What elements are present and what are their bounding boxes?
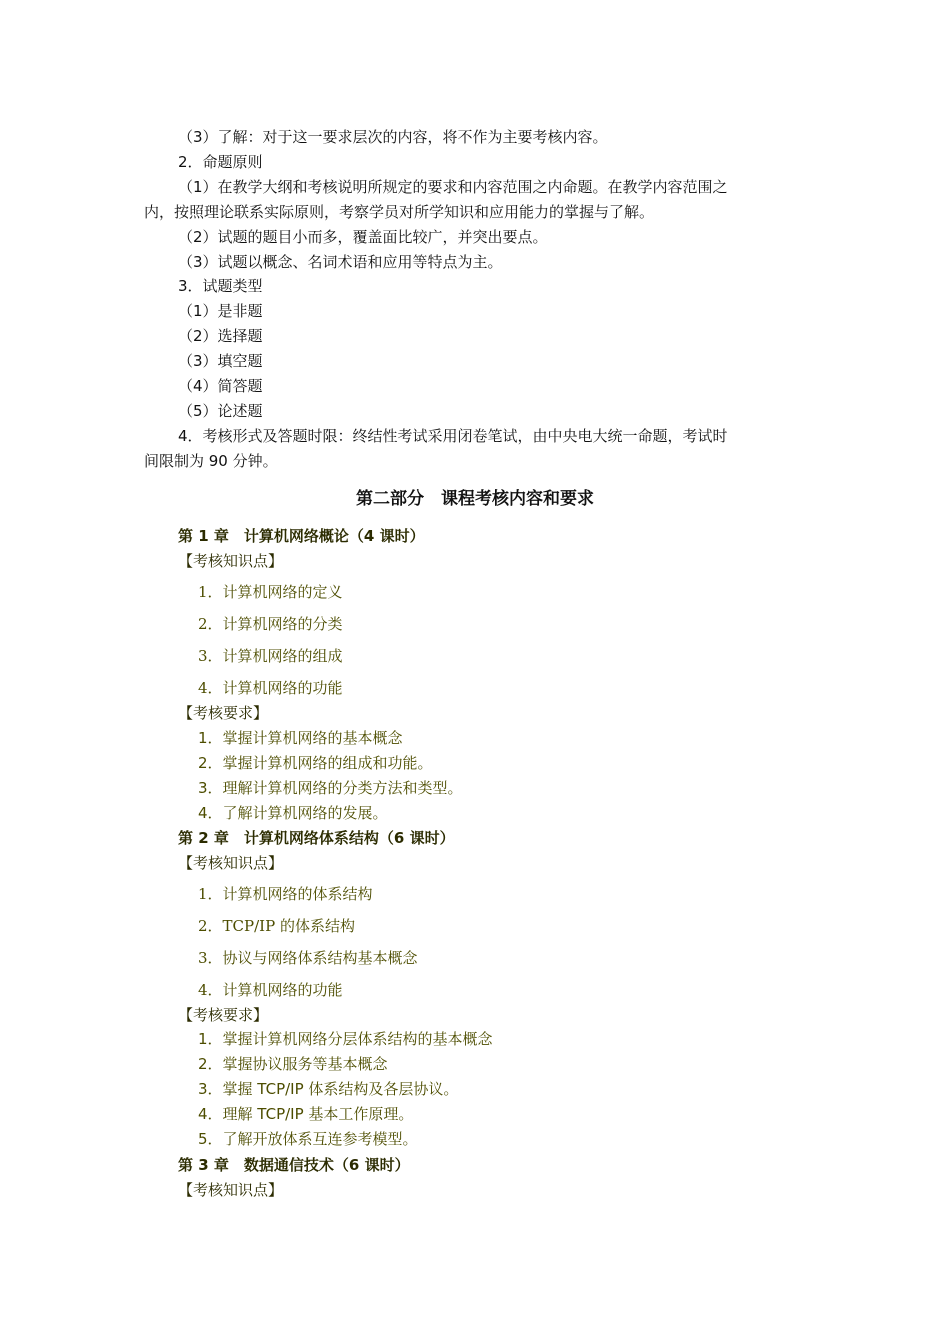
- chapter-number: 1: [198, 527, 209, 545]
- knowledge-heading: 【考核知识点】: [178, 1181, 284, 1199]
- types-heading: 3．试题类型: [178, 277, 263, 295]
- requirement-heading: 【考核要求】: [178, 704, 269, 722]
- chapter-title-prefix: 第: [178, 829, 199, 847]
- requirement-heading: 【考核要求】: [178, 1006, 269, 1024]
- principle-1-line1: （1）在教学大纲和考核说明所规定的要求和内容范围之内命题。在教学内容范围之: [178, 178, 728, 196]
- knowledge-item: 4．计算机网络的功能: [198, 981, 343, 999]
- principle-2: （2）试题的题目小而多，覆盖面比较广，并突出要点。: [178, 228, 548, 246]
- knowledge-item: 1．计算机网络的定义: [198, 583, 343, 601]
- knowledge-heading: 【考核知识点】: [178, 854, 284, 872]
- requirement-item: 2．掌握协议服务等基本概念: [198, 1055, 388, 1073]
- type-item: （2）选择题: [178, 327, 263, 345]
- chapter-hours: 4: [363, 527, 375, 545]
- requirement-item: 3．理解计算机网络的分类方法和类型。: [198, 779, 463, 797]
- type-item: （5）论述题: [178, 402, 263, 420]
- requirement-item: 2．掌握计算机网络的组成和功能。: [198, 754, 433, 772]
- chapter-1-title: [178, 526, 425, 546]
- principle-3: （3）试题以概念、名词术语和应用等特点为主。: [178, 253, 503, 271]
- chapter-title-text: 章 数据通信技术（: [208, 1156, 349, 1174]
- chapter-3-title: [178, 1155, 410, 1175]
- knowledge-heading: 【考核知识点】: [178, 552, 284, 570]
- part2-title: 第二部分 课程考核内容和要求: [356, 489, 594, 509]
- chapter-title-end: 课时）: [359, 1156, 410, 1174]
- chapter-title-end: 课时）: [374, 527, 425, 545]
- knowledge-item: 3．协议与网络体系结构基本概念: [198, 949, 418, 967]
- chapter-2-title: [178, 828, 455, 848]
- understand-level-3: （3）了解：对于这一要求层次的内容，将不作为主要考核内容。: [178, 128, 608, 146]
- chapter-title-text: 章 计算机网络体系结构（: [208, 829, 394, 847]
- requirement-item: 4．了解计算机网络的发展。: [198, 804, 388, 822]
- principle-1-line2: 内，按照理论联系实际原则，考察学员对所学知识和应用能力的掌握与了解。: [144, 203, 655, 221]
- type-item: （4）简答题: [178, 377, 263, 395]
- knowledge-item: 4．计算机网络的功能: [198, 679, 343, 697]
- exam-form-line1: 4．考核形式及答题时限：终结性考试采用闭卷笔试，由中央电大统一命题，考试时: [178, 427, 728, 445]
- requirement-item: 1．掌握计算机网络的基本概念: [198, 729, 403, 747]
- knowledge-item: 2．计算机网络的分类: [198, 615, 343, 633]
- requirement-item: 3．掌握 TCP/IP 体系结构及各层协议。: [198, 1080, 459, 1098]
- type-item: （1）是非题: [178, 302, 263, 320]
- chapter-title-prefix: 第: [178, 1156, 199, 1174]
- principle-heading: 2．命题原则: [178, 153, 263, 171]
- knowledge-item: 2．TCP/IP 的体系结构: [198, 917, 355, 935]
- chapter-hours: 6: [348, 1156, 360, 1174]
- knowledge-item: 3．计算机网络的组成: [198, 647, 343, 665]
- requirement-item: 5．了解开放体系互连参考模型。: [198, 1130, 418, 1148]
- exam-form-line2: 间限制为 90 分钟。: [144, 452, 278, 470]
- chapter-number: 3: [198, 1156, 209, 1174]
- chapter-title-end: 课时）: [404, 829, 455, 847]
- chapter-title-text: 章 计算机网络概论（: [208, 527, 364, 545]
- chapter-hours: 6: [393, 829, 405, 847]
- requirement-item: 4．理解 TCP/IP 基本工作原理。: [198, 1105, 414, 1123]
- chapter-number: 2: [198, 829, 209, 847]
- chapter-title-prefix: 第: [178, 527, 199, 545]
- requirement-item: 1．掌握计算机网络分层体系结构的基本概念: [198, 1030, 493, 1048]
- knowledge-item: 1．计算机网络的体系结构: [198, 885, 373, 903]
- type-item: （3）填空题: [178, 352, 263, 370]
